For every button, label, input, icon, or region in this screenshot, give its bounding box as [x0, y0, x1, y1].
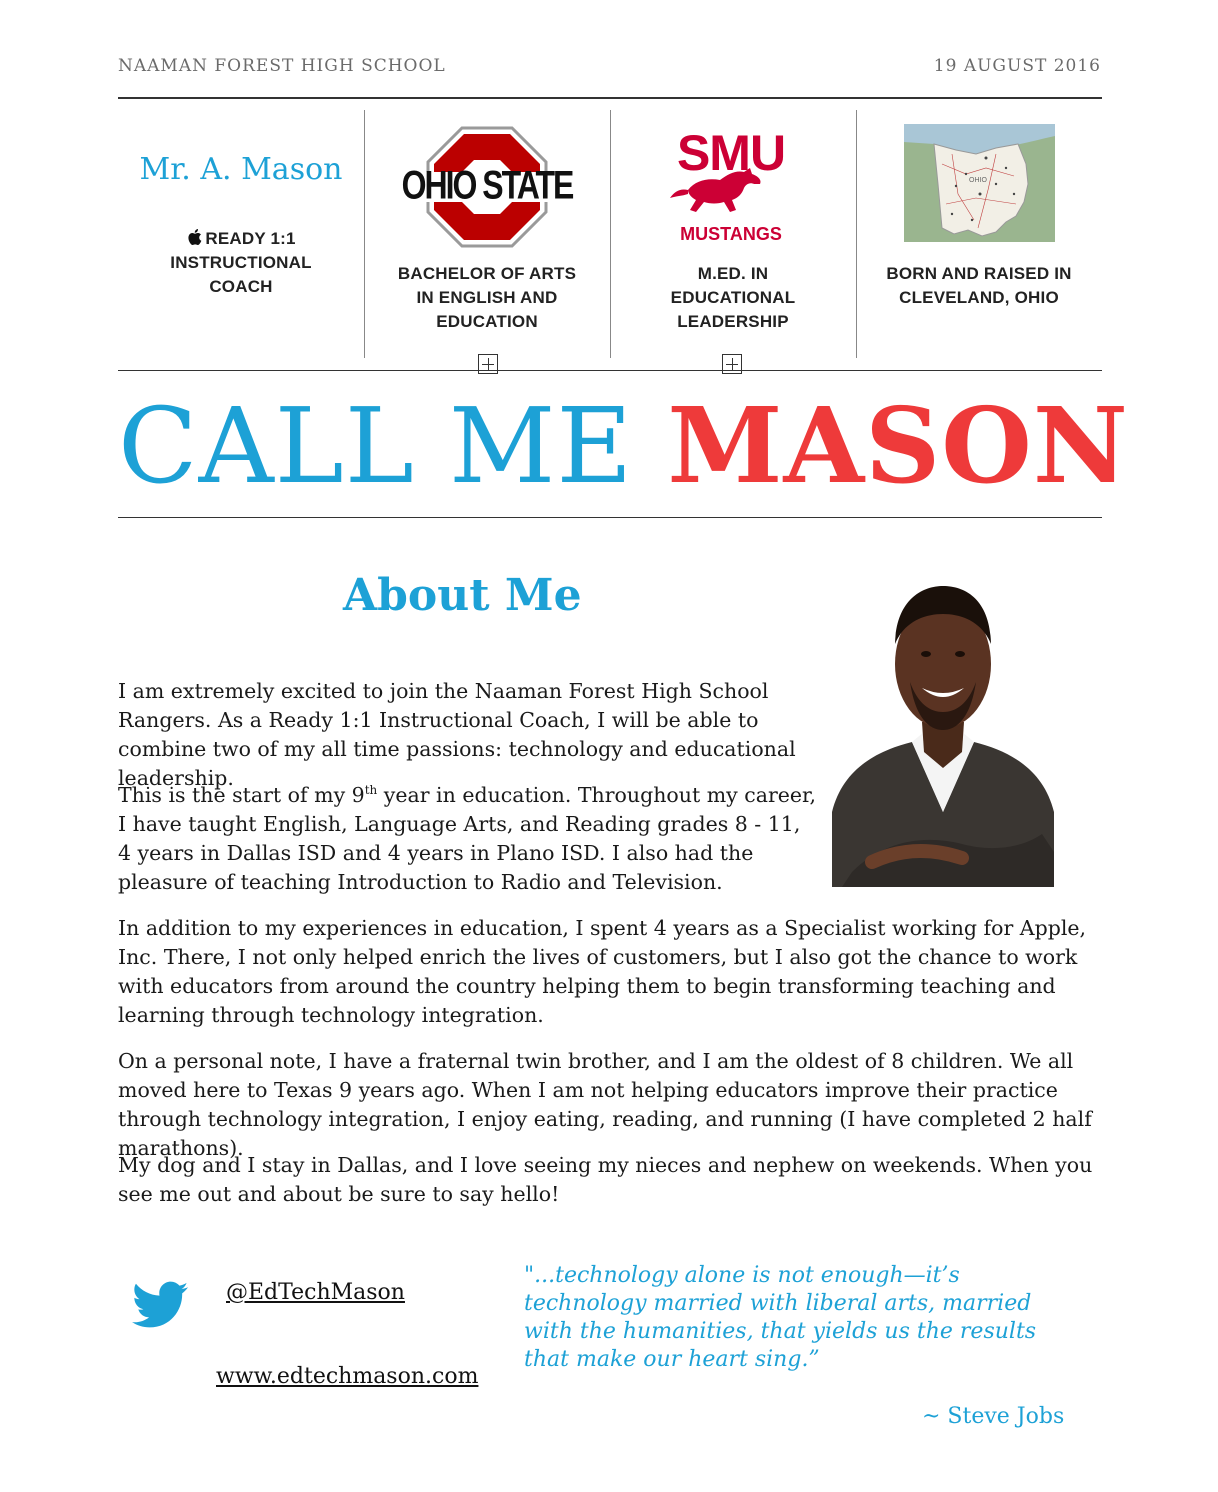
hometown-caption — [856, 262, 1102, 310]
quote-text: "...technology alone is not enough—it’s technology married with liberal arts, married with the humanities, that yields us the results that make our heart sing.” — [524, 1263, 1037, 1372]
headline-part-2: MASON — [667, 384, 1129, 507]
caption-line: BACHELOR OF ARTS — [397, 264, 577, 283]
profile-name: Mr. A. Mason — [139, 152, 343, 187]
caption-line: IN ENGLISH AND — [416, 288, 558, 307]
headline-divider — [118, 517, 1102, 518]
smu-caption — [610, 262, 856, 334]
smu-column — [610, 110, 856, 334]
portrait-photo — [832, 572, 1054, 887]
ohio-state-logo-text: OHIO STATE — [401, 162, 573, 208]
about-paragraph — [118, 781, 818, 897]
about-paragraph: My dog and I stay in Dallas, and I love seeing my nieces and nephew on weekends. When you see me out and about be sure to say hello! — [118, 1153, 1093, 1206]
profile-column — [118, 110, 364, 299]
paragraph-text: year in education. Throughout my career, I have taught English, Language Arts, and Reading grades 8 - 11, 4 years in Dallas ISD and 4 years in Plano ISD. I also had the pleasure of teaching Introduction to Radio and Television. — [118, 783, 817, 894]
headline — [118, 384, 1129, 507]
apple-icon — [186, 228, 202, 246]
smu-mustangs-logo — [610, 118, 856, 258]
portrait-image — [832, 572, 1054, 887]
about-paragraph: I am extremely excited to join the Naaman Forest High School Rangers. As a Ready 1:1 Instructional Coach, I will be able to combine two of my all time passions: technology and educational leadership. — [118, 679, 796, 790]
caption-line: EDUCATIONAL — [670, 288, 796, 307]
school-name: NAAMAN FOREST HIGH SCHOOL — [118, 56, 446, 76]
mid-divider — [118, 370, 1102, 371]
expand-icon[interactable] — [478, 354, 498, 374]
expand-icon[interactable] — [722, 354, 742, 374]
caption-line: M.ED. IN — [697, 264, 769, 283]
top-divider — [118, 97, 1102, 99]
ohio-state-column — [364, 110, 610, 334]
map-label: OHIO — [969, 177, 987, 184]
hometown-column — [856, 110, 1102, 310]
role-line: READY 1:1 — [205, 229, 296, 248]
paragraph-text: This is the start of my 9 — [118, 783, 365, 807]
about-title: About Me — [343, 570, 582, 621]
smu-mustangs-text: MUSTANGS — [680, 224, 782, 244]
caption-line: EDUCATION — [436, 312, 538, 331]
smu-logo-text: SMU — [676, 125, 786, 181]
publication-date: 19 AUGUST 2016 — [933, 56, 1101, 76]
ohio-state-logo — [364, 120, 610, 260]
role-line: INSTRUCTIONAL — [170, 253, 312, 272]
quote-author: ~ Steve Jobs — [922, 1404, 1065, 1429]
caption-line: CLEVELAND, OHIO — [899, 288, 1059, 307]
about-paragraph: On a personal note, I have a fraternal twin brother, and I am the oldest of 8 children. We all moved here to Texas 9 years ago. When I am not helping educators improve their practice through technology integration, I enjoy eating, reading, and running (I have completed 2 half marathons). — [118, 1049, 1092, 1160]
ohio-map — [856, 124, 1102, 264]
caption-line: LEADERSHIP — [677, 312, 789, 331]
website-link[interactable]: www.edtechmason.com — [216, 1364, 479, 1389]
twitter-icon[interactable] — [132, 1280, 188, 1330]
profile-role — [118, 227, 364, 299]
role-line: COACH — [209, 277, 273, 296]
caption-line: BORN AND RAISED IN — [886, 264, 1072, 283]
ordinal-suffix: th — [364, 783, 378, 797]
ohio-state-caption — [364, 262, 610, 334]
about-paragraph: In addition to my experiences in education, I spent 4 years as a Specialist working for Apple, Inc. There, I not only helped enrich the lives of customers, but I also got the chance to work with educators from around the country helping them to begin transforming teaching and learning through technology integration. — [118, 916, 1087, 1027]
headline-part-1: CALL ME — [118, 385, 668, 507]
twitter-handle-link[interactable]: @EdTechMason — [226, 1280, 405, 1305]
